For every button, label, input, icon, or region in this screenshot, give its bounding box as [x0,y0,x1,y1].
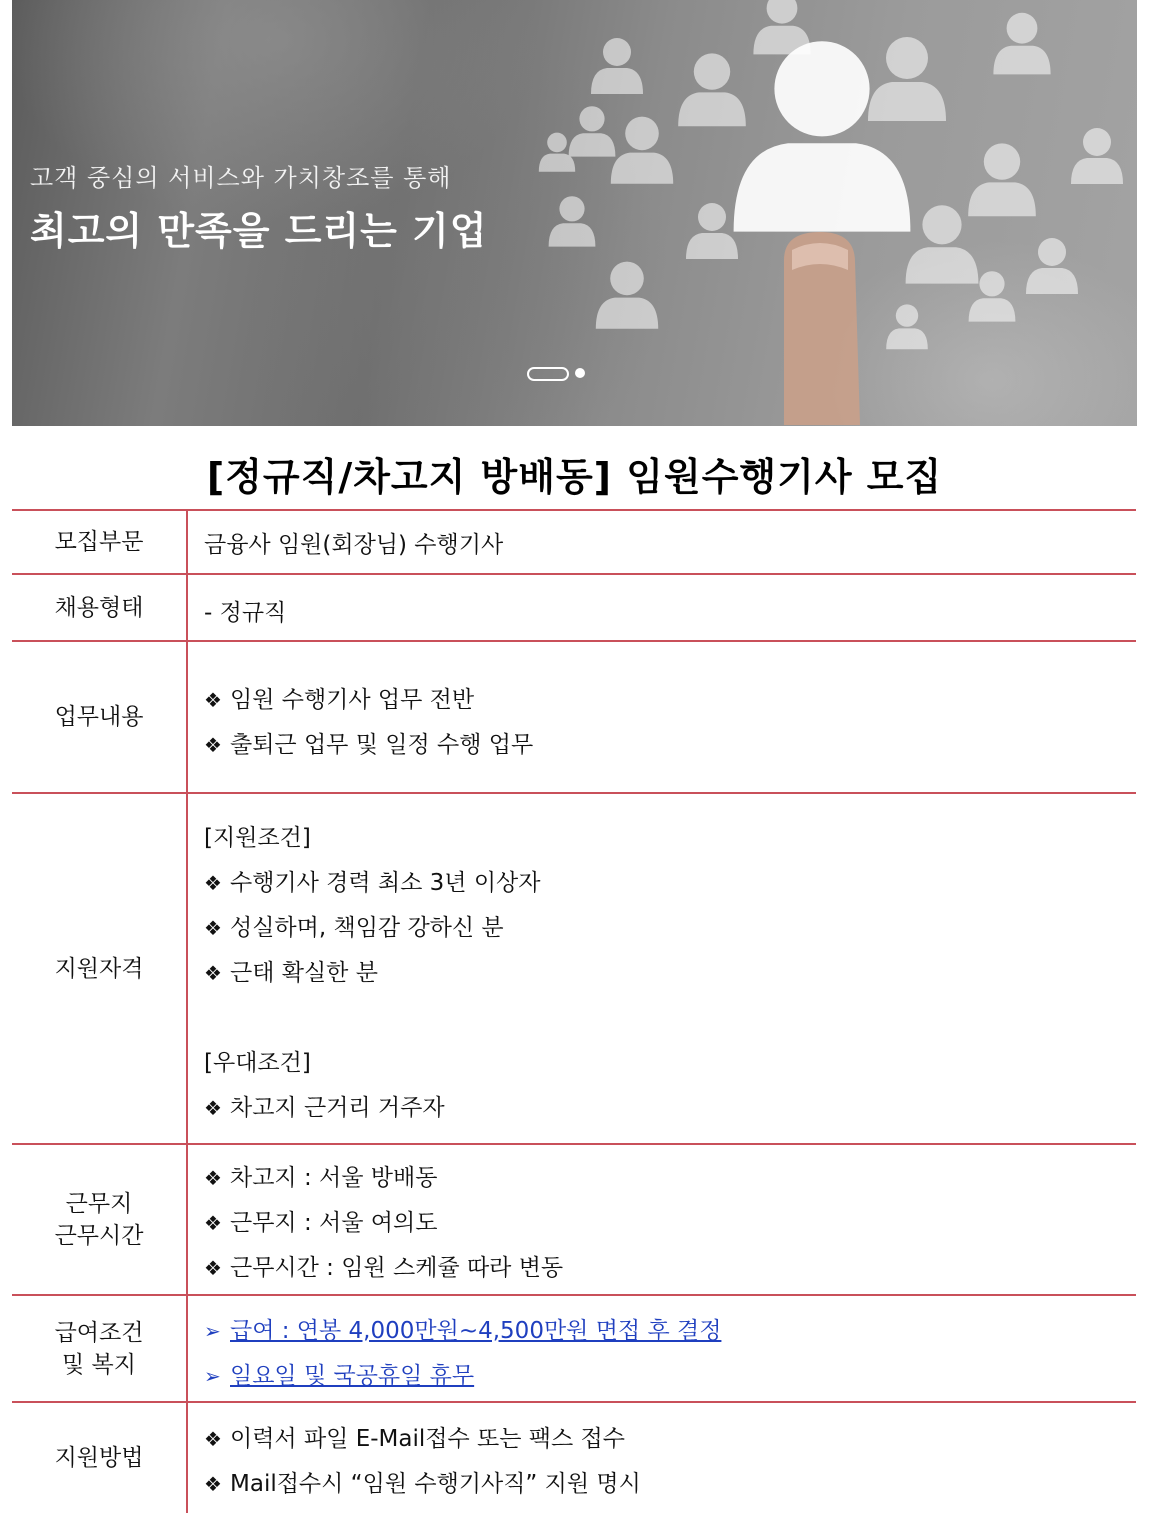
banner-headline: 최고의 만족을 드리는 기업 [30,209,488,253]
list-item: ❖ 성실하며, 책임감 강하신 분 [204,906,1136,951]
list-item: ❖ 근무시간 : 임원 스케쥴 따라 변동 [204,1246,1136,1291]
bullet-diamond-icon: ❖ [204,1427,222,1451]
bullet-diamond-icon: ❖ [204,733,222,757]
bullet-diamond-icon: ❖ [204,916,222,940]
list-item: ❖ 출퇴근 업무 및 일정 수행 업무 [204,723,1136,768]
list-item: ❖ 차고지 근거리 거주자 [204,1086,1136,1131]
list-item: ❖ 수행기사 경력 최소 3년 이상자 [204,861,1136,906]
row-qualification [12,792,1136,1143]
list-item: ❖ 근태 확실한 분 [204,951,1136,996]
row-label: 및 복지 [62,1351,136,1378]
row-workplace [12,1143,1136,1294]
row-label: 지원자격 [12,794,188,1143]
salary-link[interactable]: 급여 : 연봉 4,000만원~4,500만원 면접 후 결정 [230,1318,722,1344]
bullet-diamond-icon: ❖ [204,961,222,985]
bullet-diamond-icon: ❖ [204,871,222,895]
row-label: 근무시간 [54,1222,144,1249]
arrow-bullet-icon: ➢ [204,1364,221,1388]
row-label: 근무지 [65,1190,133,1217]
bullet-diamond-icon: ❖ [204,1096,222,1120]
bullet-diamond-icon: ❖ [204,1211,222,1235]
bullet-diamond-icon: ❖ [204,688,222,712]
row-label: 업무내용 [12,642,188,792]
banner-subtitle: 고객 중심의 서비스와 가치창조를 통해 [30,164,452,192]
list-item [204,1309,1136,1354]
list-item: ❖ Mail접수시 “임원 수행기사직” 지원 명시 [204,1462,1136,1507]
row-label: 채용형태 [12,575,188,640]
section-header: [우대조건] [204,1050,311,1076]
list-item: ❖ 이력서 파일 E-Mail접수 또는 팩스 접수 [204,1417,1136,1462]
section-header: [지원조건] [204,825,311,851]
bullet-diamond-icon: ❖ [204,1256,222,1280]
list-item: ❖ 근무지 : 서울 여의도 [204,1201,1136,1246]
row-apply [12,1401,1136,1513]
page-title: [정규직/차고지 방배동] 임원수행기사 모집 [206,455,943,499]
carousel-dot-active[interactable] [527,367,569,381]
list-item [204,1354,1136,1399]
hero-banner [12,0,1137,426]
carousel-dot[interactable] [575,368,585,378]
row-label: 지원방법 [12,1403,188,1513]
list-item: ❖ 임원 수행기사 업무 전반 [204,678,1136,723]
holiday-link[interactable]: 일요일 및 국공휴일 휴무 [230,1363,475,1389]
row-value: - 정규직 [204,600,287,626]
bullet-diamond-icon: ❖ [204,1472,222,1496]
row-label: 모집부문 [12,511,188,573]
bullet-diamond-icon: ❖ [204,1166,222,1190]
row-label: 급여조건 [54,1319,144,1346]
list-item: ❖ 차고지 : 서울 방배동 [204,1156,1136,1201]
row-dept [12,509,1136,573]
arrow-bullet-icon: ➢ [204,1319,221,1343]
recruitment-table [12,509,1136,1513]
row-value: 금융사 임원(회장님) 수행기사 [204,532,504,558]
row-pay [12,1294,1136,1401]
row-duty [12,640,1136,792]
row-type [12,573,1136,640]
